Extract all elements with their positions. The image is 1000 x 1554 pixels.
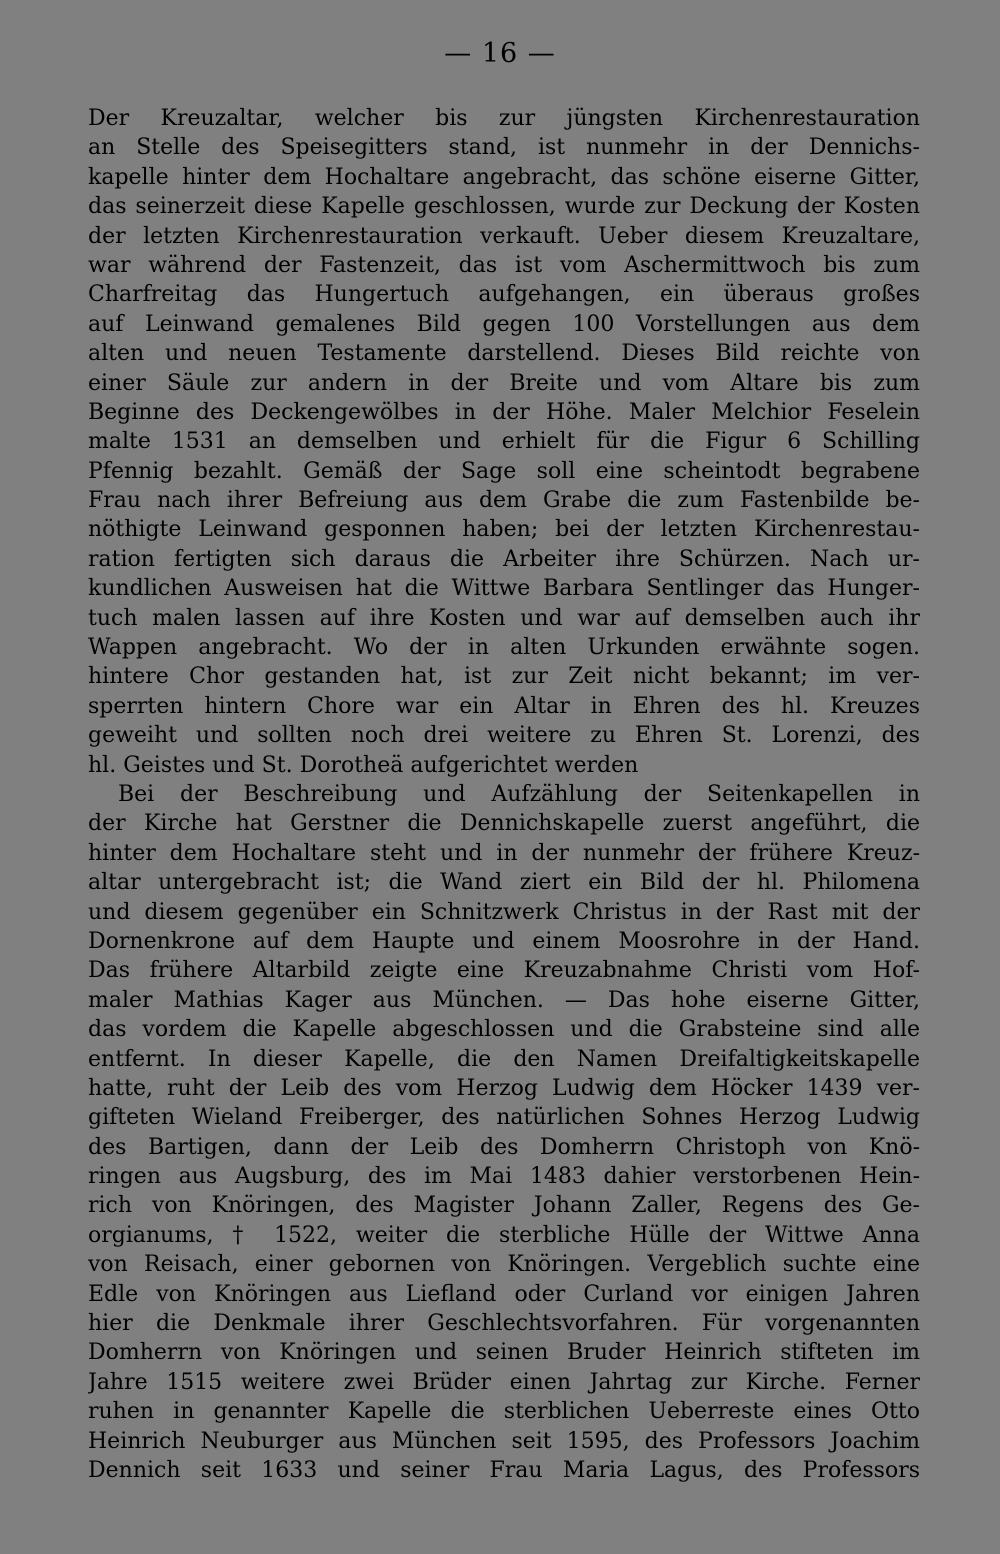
text-line: von Reisach, einer gebornen von Knöringen. Vergeblich suchte eine <box>88 1252 920 1278</box>
text-line: Bei der Beschreibung und Aufzählung der Seitenkapellen in <box>118 781 920 807</box>
text-line: Charfreitag das Hungertuch aufgehangen, ein überaus großes <box>88 282 920 308</box>
text-line: das vordem die Kapelle abgeschlossen und die Grabsteine sind alle <box>88 1017 920 1043</box>
text-line: auf Leinwand gemalenes Bild gegen 100 Vorstellungen aus dem <box>88 311 920 337</box>
text-line: kundlichen Ausweisen hat die Wittwe Barbara Sentlinger das Hunger- <box>88 576 920 602</box>
text-line: Der Kreuzaltar, welcher bis zur jüngsten Kirchenrestauration <box>88 106 920 131</box>
text-line: Wappen angebracht. Wo der in alten Urkunden erwähnte sogen. <box>88 635 920 661</box>
text-line: Frau nach ihrer Befreiung aus dem Grabe die zum Fastenbilde be- <box>88 488 920 514</box>
text-line: ruhen in genannter Kapelle die sterblichen Ueberreste eines Otto <box>88 1399 920 1425</box>
text-line: alten und neuen Testamente darstellend. Dieses Bild reichte von <box>88 341 920 367</box>
text-line: und diesem gegenüber ein Schnitzwerk Christus in der Rast mit der <box>88 899 920 925</box>
text-line: Pfennig bezahlt. Gemäß der Sage soll eine scheintodt begrabene <box>88 458 920 484</box>
text-line: kapelle hinter dem Hochaltare angebracht, das schöne eiserne Gitter, <box>88 164 920 190</box>
text-line: tuch malen lassen auf ihre Kosten und war auf demselben auch ihr <box>88 605 920 631</box>
text-line: hier die Denkmale ihrer Geschlechtsvorfahren. Für vorgenannten <box>88 1311 920 1337</box>
text-line: sperrten hintern Chore war ein Altar in Ehren des hl. Kreuzes <box>88 693 920 719</box>
text-line: entfernt. In dieser Kapelle, die den Namen Dreifaltigkeitskapelle <box>88 1046 920 1072</box>
body-text <box>88 104 920 1485</box>
text-line: war während der Fastenzeit, das ist vom Aschermittwoch bis zum <box>88 252 920 278</box>
text-line: Heinrich Neuburger aus München seit 1595, des Professors Joachim <box>88 1428 920 1454</box>
text-line: der letzten Kirchenrestauration verkauft. Ueber diesem Kreuzaltare, <box>88 223 920 249</box>
text-line: einer Säule zur andern in der Breite und vom Altare bis zum <box>88 370 920 396</box>
text-line: an Stelle des Speisegitters stand, ist nunmehr in der Dennichs- <box>88 135 920 161</box>
text-line: hatte, ruht der Leib des vom Herzog Ludwig dem Höcker 1439 ver- <box>88 1075 920 1101</box>
text-line: Domherrn von Knöringen und seinen Bruder Heinrich stifteten im <box>88 1340 920 1366</box>
text-line: hl. Geistes und St. Dorotheä aufgerichtet werden <box>88 752 639 778</box>
text-line: altar untergebracht ist; die Wand ziert ein Bild der hl. Philomena <box>88 870 920 896</box>
text-line: geweiht und sollten noch drei weitere zu Ehren St. Lorenzi, des <box>88 723 920 749</box>
text-line: das seinerzeit diese Kapelle geschlossen, wurde zur Deckung der Kosten <box>88 194 920 220</box>
text-line: ration fertigten sich daraus die Arbeiter ihre Schürzen. Nach ur- <box>88 546 920 572</box>
text-line: Jahre 1515 weitere zwei Brüder einen Jahrtag zur Kirche. Ferner <box>88 1369 920 1395</box>
text-line: orgianums, † 1522, weiter die sterbliche Hülle der Wittwe Anna <box>88 1222 920 1248</box>
text-line: gifteten Wieland Freiberger, des natürlichen Sohnes Herzog Ludwig <box>88 1105 920 1131</box>
text-line: hinter dem Hochaltare steht und in der nunmehr der frühere Kreuz- <box>88 840 920 866</box>
text-line: der Kirche hat Gerstner die Dennichskapelle zuerst angeführt, die <box>88 811 920 837</box>
text-line: Dennich seit 1633 und seiner Frau Maria Lagus, des Professors <box>88 1457 920 1483</box>
text-line: maler Mathias Kager aus München. — Das hohe eiserne Gitter, <box>88 987 920 1013</box>
text-line: nöthigte Leinwand gesponnen haben; bei der letzten Kirchenrestau- <box>88 517 920 543</box>
text-line: hintere Chor gestanden hat, ist zur Zeit nicht bekannt; im ver- <box>88 664 920 690</box>
text-line: Edle von Knöringen aus Liefland oder Curland vor einigen Jahren <box>88 1281 920 1307</box>
text-line: Beginne des Deckengewölbes in der Höhe. Maler Melchior Feselein <box>88 399 920 425</box>
text-line: Dornenkrone auf dem Haupte und einem Moosrohre in der Hand. <box>88 928 920 954</box>
text-line: rich von Knöringen, des Magister Johann Zaller, Regens des Ge- <box>88 1193 920 1219</box>
page-number: — 16 — <box>444 38 556 69</box>
text-line: des Bartigen, dann der Leib des Domherrn Christoph von Knö- <box>88 1134 920 1160</box>
text-line: malte 1531 an demselben und erhielt für die Figur 6 Schilling <box>88 429 920 455</box>
text-line: Das frühere Altarbild zeigte eine Kreuzabnahme Christi vom Hof- <box>88 958 920 984</box>
text-line: ringen aus Augsburg, des im Mai 1483 dahier verstorbenen Hein- <box>88 1164 920 1190</box>
